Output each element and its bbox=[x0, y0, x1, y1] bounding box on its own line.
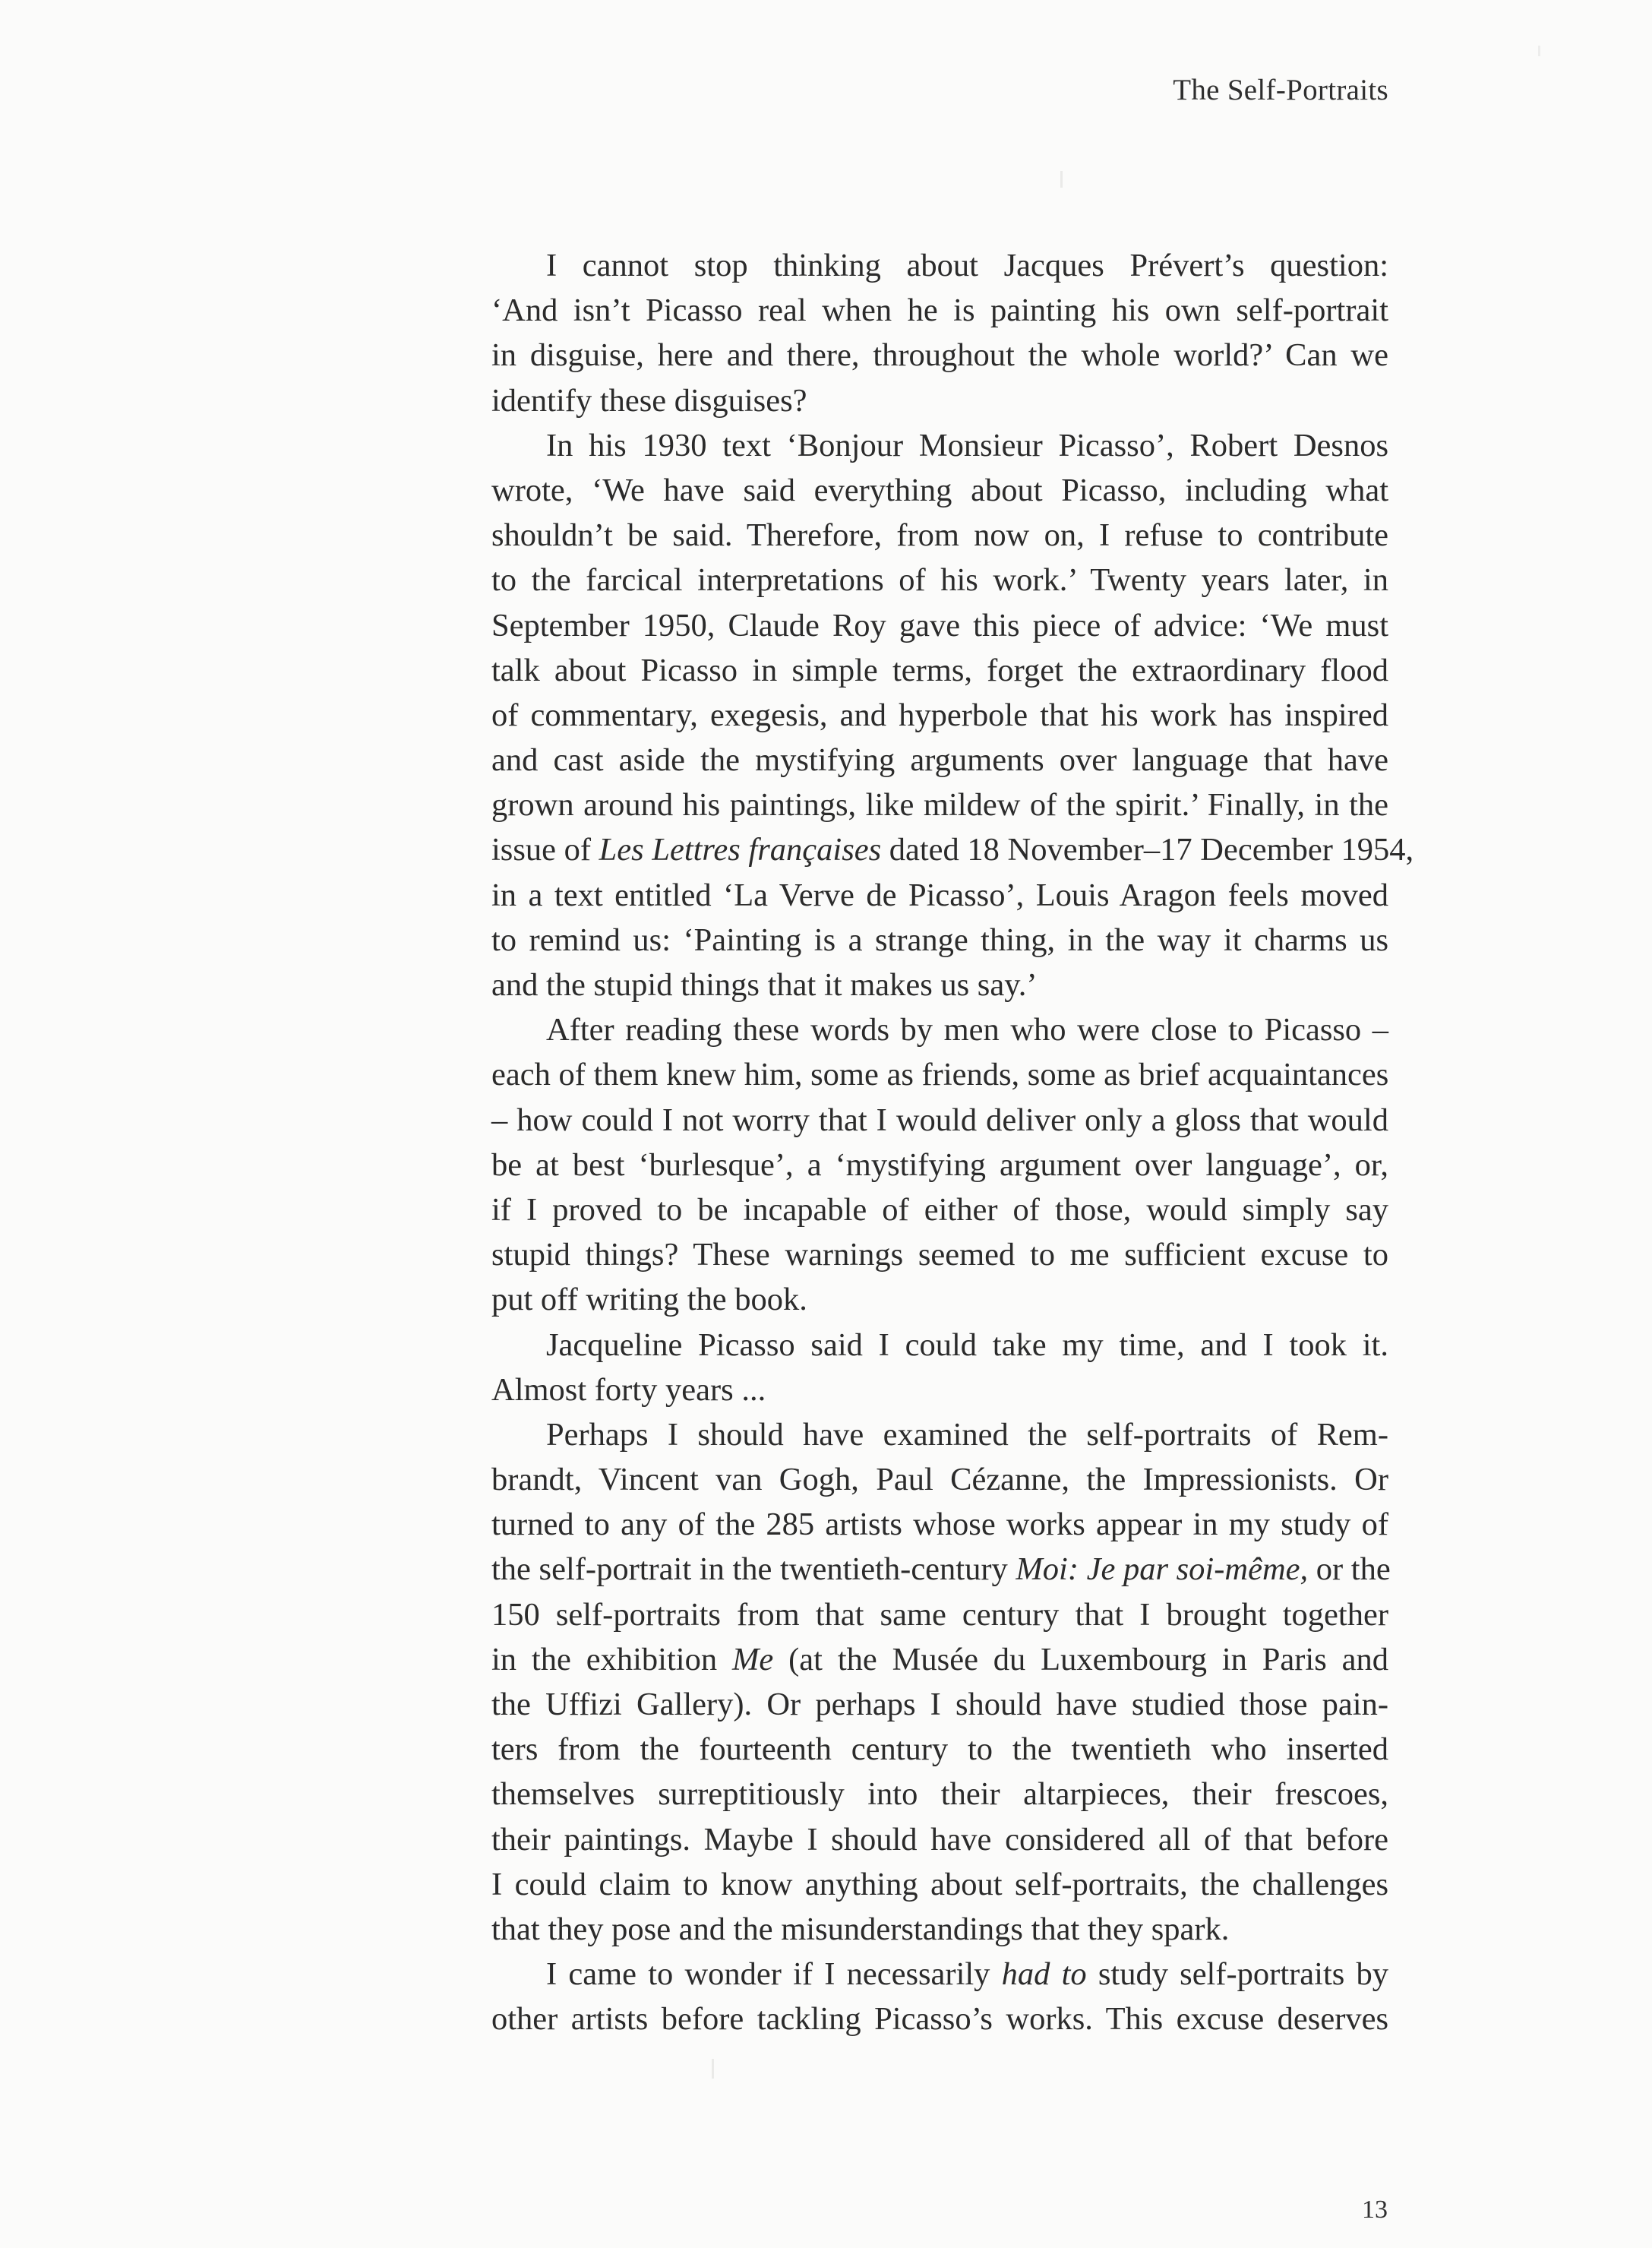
text-line: other artists before tackling Picasso’s works. This excuse deserves bbox=[491, 2001, 1388, 2038]
text-line: of commentary, exegesis, and hyperbole that his work has inspired bbox=[491, 697, 1388, 733]
text-line bbox=[491, 1547, 1391, 1592]
text-line: brandt, Vincent van Gogh, Paul Cézanne, the Impressionists. Or bbox=[491, 1462, 1388, 1498]
text-line: and the stupid things that it makes us say.’ bbox=[491, 967, 1038, 1003]
text-line bbox=[491, 1637, 1388, 1682]
italic-title: had to bbox=[1001, 1956, 1087, 1993]
text-line: put off writing the book. bbox=[491, 1282, 807, 1318]
italic-title: Me bbox=[731, 1641, 774, 1677]
text-line: that they pose and the misunderstandings that they spark. bbox=[491, 1911, 1230, 1947]
text-line: to remind us: ‘Painting is a strange thing, in the way it charms us bbox=[491, 922, 1388, 958]
text-line: grown around his paintings, like mildew of the spirit.’ Finally, in the bbox=[491, 787, 1388, 824]
text-line: Jacqueline Picasso said I could take my time, and I took it. bbox=[546, 1326, 1388, 1363]
text-line: each of them knew him, some as friends, some as brief acquaintances bbox=[491, 1057, 1389, 1093]
text-line: turned to any of the 285 artists whose works appear in my study of bbox=[491, 1507, 1388, 1543]
text-line: ters from the fourteenth century to the twentieth who inserted bbox=[491, 1731, 1388, 1768]
text-line: to the farcical interpretations of his work.’ Twenty years later, in bbox=[491, 562, 1388, 599]
text-line: be at best ‘burlesque’, a ‘mystifying argument over language’, or, bbox=[491, 1146, 1388, 1183]
page-number: 13 bbox=[1362, 2196, 1388, 2224]
text-segment: issue of bbox=[491, 832, 599, 868]
body-text bbox=[491, 243, 1414, 2042]
running-head: The Self-Portraits bbox=[1173, 74, 1388, 106]
text-line: shouldn’t be said. Therefore, from now on, I refuse to contribute bbox=[491, 517, 1388, 554]
text-line: in disguise, here and there, throughout the whole world?’ Can we bbox=[491, 337, 1388, 374]
text-line: – how could I not worry that I would deliver only a gloss that would bbox=[491, 1102, 1388, 1138]
text-segment: I came to wonder if I necessarily bbox=[546, 1956, 1002, 1993]
scan-mark bbox=[1060, 171, 1063, 188]
italic-title: Les Lettres françaises bbox=[599, 832, 882, 868]
text-line: I cannot stop thinking about Jacques Prévert’s question: bbox=[546, 248, 1388, 283]
text-line: Almost forty years ... bbox=[491, 1371, 766, 1408]
text-line: themselves surreptitiously into their altarpieces, their frescoes, bbox=[491, 1776, 1388, 1813]
text-line: the Uffizi Gallery). Or perhaps I should have studied those pain- bbox=[491, 1687, 1388, 1722]
text-segment: (at the Musée du Luxembourg in Paris and bbox=[773, 1641, 1389, 1677]
text-line: I could claim to know anything about self-portraits, the challenges bbox=[491, 1866, 1388, 1902]
text-line: if I proved to be incapable of either of those, would simply say bbox=[491, 1191, 1388, 1228]
text-line bbox=[491, 827, 1414, 872]
text-line: identify these disguises? bbox=[491, 382, 807, 419]
text-segment: study self-portraits by bbox=[1086, 1956, 1389, 1993]
text-line: September 1950, Claude Roy gave this piece of advice: ‘We must bbox=[491, 607, 1388, 643]
text-segment: or the bbox=[1308, 1551, 1391, 1588]
text-line: talk about Picasso in simple terms, forget the extraordinary flood bbox=[491, 652, 1388, 688]
text-line: 150 self-portraits from that same century that I brought together bbox=[491, 1596, 1388, 1633]
text-line: in a text entitled ‘La Verve de Picasso’, Louis Aragon feels moved bbox=[491, 877, 1388, 913]
text-line: and cast aside the mystifying arguments over language that have bbox=[491, 742, 1388, 779]
scan-mark bbox=[712, 2059, 714, 2079]
text-line bbox=[491, 1952, 1388, 1997]
text-line: stupid things? These warnings seemed to me sufficient excuse to bbox=[491, 1237, 1388, 1273]
text-line: wrote, ‘We have said everything about Picasso, including what bbox=[491, 472, 1388, 508]
text-line: their paintings. Maybe I should have considered all of that before bbox=[491, 1821, 1388, 1858]
text-line: Perhaps I should have examined the self-portraits of Rem- bbox=[546, 1416, 1388, 1453]
text-segment: in the exhibition bbox=[491, 1641, 732, 1677]
text-line: In his 1930 text ‘Bonjour Monsieur Picasso’, Robert Desnos bbox=[546, 427, 1388, 463]
scan-mark bbox=[1538, 46, 1540, 56]
italic-title: Moi: Je par soi-même, bbox=[1016, 1551, 1309, 1588]
text-line: After reading these words by men who were close to Picasso – bbox=[546, 1012, 1388, 1048]
text-line: ‘And isn’t Picasso real when he is painting his own self-portrait bbox=[491, 292, 1388, 329]
text-segment: dated 18 November–17 December 1954, bbox=[881, 832, 1414, 868]
text-segment: the self-portrait in the twentieth-century bbox=[491, 1551, 1016, 1588]
